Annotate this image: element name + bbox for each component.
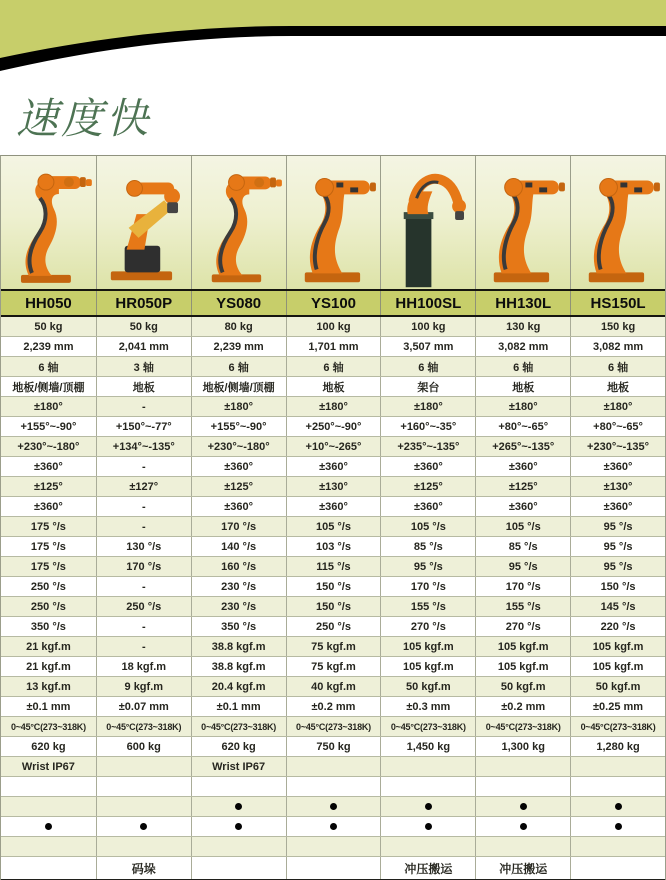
table-cell: 6 轴 — [286, 357, 381, 376]
table-cell: 9 kgf.m — [96, 677, 191, 696]
table-cell: ±360° — [34, 500, 63, 513]
table-cell — [1, 797, 96, 816]
table-cell: 21 kgf.m — [26, 640, 71, 653]
page-title: 速度快 — [16, 95, 152, 142]
table-cell: 3 轴 — [96, 357, 191, 376]
table-cell: 2,041 mm — [96, 337, 191, 356]
spec-data-rows — [1, 317, 665, 879]
table-cell — [286, 777, 381, 796]
table-cell — [96, 797, 191, 816]
table-cell: 地板/侧墙/顶棚 — [12, 381, 85, 394]
table-cell: 250 °/s — [96, 597, 191, 616]
feature-dot — [191, 797, 286, 816]
table-cell: 1,300 kg — [475, 737, 570, 756]
table-cell: - — [96, 457, 191, 476]
dot-icon — [520, 823, 527, 830]
table-cell: 620 kg — [31, 740, 66, 753]
model-header-ys080: YS080 — [191, 291, 286, 315]
table-cell: ±125° — [380, 477, 475, 496]
table-cell: 230 °/s — [191, 577, 286, 596]
table-cell: +235°~-135° — [380, 437, 475, 456]
table-cell: 220 °/s — [570, 617, 665, 636]
table-cell: 地板 — [570, 377, 665, 396]
table-cell: 105 °/s — [475, 517, 570, 536]
table-cell: 105 kgf.m — [380, 637, 475, 656]
table-cell: 50 kg — [96, 317, 191, 336]
table-cell: 13 kgf.m — [26, 680, 71, 693]
feature-dot — [286, 817, 381, 836]
table-cell: ±0.07 mm — [96, 697, 191, 716]
robot-image-row — [1, 156, 665, 289]
dot-icon — [425, 803, 432, 810]
table-cell: 600 kg — [96, 737, 191, 756]
table-cell: 6 轴 — [570, 357, 665, 376]
table-cell: +265°~-135° — [475, 437, 570, 456]
table-cell: ±125° — [191, 477, 286, 496]
dot-icon — [425, 823, 432, 830]
table-cell: 0~45°C(273~318K) — [96, 717, 191, 736]
spec-row — [1, 617, 665, 637]
table-cell: ±127° — [96, 477, 191, 496]
table-cell: 150 °/s — [286, 577, 381, 596]
robot-image-ys080 — [191, 156, 286, 289]
table-cell: 270 °/s — [475, 617, 570, 636]
table-cell: 1,450 kg — [380, 737, 475, 756]
table-cell: 105 kgf.m — [570, 637, 665, 656]
feature-dot — [96, 817, 191, 836]
table-cell: ±360° — [380, 457, 475, 476]
table-cell: 1,280 kg — [570, 737, 665, 756]
spec-row — [1, 757, 665, 777]
table-cell: ±0.2 mm — [286, 697, 381, 716]
table-cell: 0~45°C(273~318K) — [10, 721, 86, 732]
dot-icon — [45, 823, 52, 830]
table-cell: ±180° — [191, 397, 286, 416]
table-cell: ±125° — [475, 477, 570, 496]
table-cell: 95 °/s — [570, 557, 665, 576]
table-cell: ±130° — [570, 477, 665, 496]
table-cell: +150°~-77° — [96, 417, 191, 436]
table-cell: 2,239 mm — [23, 340, 74, 353]
table-cell: 码垛 — [96, 857, 191, 879]
table-cell: 130 kg — [475, 317, 570, 336]
table-cell: 95 °/s — [570, 537, 665, 556]
table-cell — [96, 777, 191, 796]
table-cell: 115 °/s — [286, 557, 381, 576]
table-cell: 地板 — [286, 377, 381, 396]
feature-dot — [191, 817, 286, 836]
table-cell: - — [96, 577, 191, 596]
application-label-row — [1, 857, 665, 879]
table-cell: 350 °/s — [191, 617, 286, 636]
table-cell: 冲压搬运 — [475, 857, 570, 879]
table-cell: 175 °/s — [30, 560, 66, 573]
table-cell: 80 kg — [191, 317, 286, 336]
table-cell: 6 轴 — [475, 357, 570, 376]
table-cell: 0~45°C(273~318K) — [475, 717, 570, 736]
dot-icon — [615, 823, 622, 830]
table-cell — [380, 837, 475, 856]
table-cell: ±180° — [570, 397, 665, 416]
robot-image-hr050p — [96, 156, 191, 289]
spec-row — [1, 477, 665, 497]
table-cell: ±360° — [380, 497, 475, 516]
table-cell: 地板/侧墙/顶棚 — [191, 377, 286, 396]
feature-dot — [380, 797, 475, 816]
table-cell: ±0.3 mm — [380, 697, 475, 716]
table-cell: - — [96, 617, 191, 636]
table-cell: Wrist IP67 — [191, 757, 286, 776]
table-cell: 85 °/s — [475, 537, 570, 556]
table-cell: 0~45°C(273~318K) — [286, 717, 381, 736]
feature-dot — [286, 797, 381, 816]
table-cell: ±130° — [286, 477, 381, 496]
robot-image-hh130l — [475, 156, 570, 289]
table-cell: 230 °/s — [191, 597, 286, 616]
table-cell — [475, 757, 570, 776]
spec-row — [1, 817, 665, 837]
spec-row — [1, 457, 665, 477]
table-cell: ±180° — [475, 397, 570, 416]
table-cell — [475, 777, 570, 796]
table-cell: 150 °/s — [570, 577, 665, 596]
table-cell — [286, 857, 381, 879]
table-cell — [570, 837, 665, 856]
model-header-hr050p: HR050P — [96, 291, 191, 315]
spec-row — [1, 637, 665, 657]
feature-dot — [1, 817, 96, 836]
table-cell: ±0.2 mm — [475, 697, 570, 716]
table-cell: 105 kgf.m — [380, 657, 475, 676]
table-cell: 50 kgf.m — [475, 677, 570, 696]
model-header-ys100: YS100 — [286, 291, 381, 315]
table-cell: +155°~-90° — [191, 417, 286, 436]
table-cell — [191, 837, 286, 856]
table-cell: ±360° — [191, 457, 286, 476]
table-cell: 150 °/s — [286, 597, 381, 616]
table-cell: 3,507 mm — [380, 337, 475, 356]
dot-icon — [330, 803, 337, 810]
robot-image-hh100sl — [380, 156, 475, 289]
table-cell: - — [96, 497, 191, 516]
table-cell: 50 kgf.m — [570, 677, 665, 696]
table-cell: - — [96, 397, 191, 416]
table-cell: 155 °/s — [475, 597, 570, 616]
table-cell: ±180° — [286, 397, 381, 416]
table-cell — [570, 777, 665, 796]
table-cell: 250 °/s — [30, 580, 66, 593]
table-cell: 50 kgf.m — [380, 677, 475, 696]
table-cell — [286, 757, 381, 776]
feature-dot — [475, 817, 570, 836]
table-cell: 170 °/s — [380, 577, 475, 596]
table-cell: 95 °/s — [380, 557, 475, 576]
robot-image-ys100 — [286, 156, 381, 289]
table-cell: +230°~-180° — [191, 437, 286, 456]
table-cell — [380, 777, 475, 796]
table-cell: ±360° — [570, 457, 665, 476]
dot-icon — [330, 823, 337, 830]
table-cell: +230°~-135° — [570, 437, 665, 456]
model-header-row — [1, 289, 665, 317]
dot-icon — [520, 803, 527, 810]
table-cell: ±0.1 mm — [26, 700, 71, 713]
table-cell: 0~45°C(273~318K) — [380, 717, 475, 736]
table-cell — [191, 777, 286, 796]
table-cell: 20.4 kgf.m — [191, 677, 286, 696]
banner — [0, 0, 666, 155]
spec-row — [1, 517, 665, 537]
model-header-hh100sl: HH100SL — [380, 291, 475, 315]
table-cell: 103 °/s — [286, 537, 381, 556]
robot-image-hh050 — [1, 156, 96, 289]
table-cell — [286, 837, 381, 856]
spec-row — [1, 717, 665, 737]
table-cell: 0~45°C(273~318K) — [191, 717, 286, 736]
table-cell — [570, 757, 665, 776]
table-cell: ±180° — [34, 400, 63, 413]
table-cell: 6 轴 — [380, 357, 475, 376]
spec-row — [1, 557, 665, 577]
model-header-hs150l: HS150L — [570, 291, 665, 315]
table-cell: ±360° — [570, 497, 665, 516]
table-cell: 95 °/s — [570, 517, 665, 536]
table-cell: - — [96, 517, 191, 536]
table-cell: 250 °/s — [286, 617, 381, 636]
table-cell: 620 kg — [191, 737, 286, 756]
robot-image-hs150l — [570, 156, 665, 289]
spec-row — [1, 657, 665, 677]
table-cell: ±360° — [286, 457, 381, 476]
spec-row — [1, 497, 665, 517]
table-cell — [96, 757, 191, 776]
table-cell: 170 °/s — [475, 577, 570, 596]
table-cell: 85 °/s — [380, 537, 475, 556]
table-cell: +80°~-65° — [570, 417, 665, 436]
spec-row — [1, 317, 665, 337]
table-cell — [1, 777, 96, 796]
table-cell: 50 kg — [34, 320, 63, 333]
table-cell: 145 °/s — [570, 597, 665, 616]
table-cell: ±125° — [34, 480, 63, 493]
table-cell: 地板 — [96, 377, 191, 396]
table-cell: 冲压搬运 — [380, 857, 475, 879]
table-cell: 150 kg — [570, 317, 665, 336]
table-cell: 160 °/s — [191, 557, 286, 576]
table-cell: +10°~-265° — [286, 437, 381, 456]
table-cell: +250°~-90° — [286, 417, 381, 436]
table-cell: 6 轴 — [38, 361, 59, 374]
table-cell: ±360° — [286, 497, 381, 516]
spec-row — [1, 777, 665, 797]
table-cell: +134°~-135° — [96, 437, 191, 456]
table-cell: 0~45°C(273~318K) — [570, 717, 665, 736]
table-cell: 3,082 mm — [475, 337, 570, 356]
spec-row — [1, 737, 665, 757]
table-cell: 40 kgf.m — [286, 677, 381, 696]
table-cell: ±360° — [34, 460, 63, 473]
table-cell: 105 kgf.m — [570, 657, 665, 676]
table-cell: 18 kgf.m — [96, 657, 191, 676]
spec-row — [1, 437, 665, 457]
table-cell: 170 °/s — [191, 517, 286, 536]
table-cell: 155 °/s — [380, 597, 475, 616]
table-cell: 170 °/s — [96, 557, 191, 576]
table-cell: 175 °/s — [30, 540, 66, 553]
table-cell: 75 kgf.m — [286, 637, 381, 656]
table-cell — [96, 837, 191, 856]
table-cell: 175 °/s — [30, 520, 66, 533]
table-cell: ±360° — [475, 457, 570, 476]
table-cell — [1, 837, 96, 856]
table-cell: 100 kg — [286, 317, 381, 336]
dot-icon — [235, 823, 242, 830]
table-cell: ±0.25 mm — [570, 697, 665, 716]
table-cell: +160°~-35° — [380, 417, 475, 436]
table-cell: - — [96, 637, 191, 656]
table-cell: 架台 — [380, 377, 475, 396]
dot-icon — [615, 803, 622, 810]
table-cell: 100 kg — [380, 317, 475, 336]
table-cell: ±180° — [380, 397, 475, 416]
table-cell: 105 kgf.m — [475, 637, 570, 656]
table-cell: 3,082 mm — [570, 337, 665, 356]
table-cell: +80°~-65° — [475, 417, 570, 436]
feature-dot — [570, 797, 665, 816]
spec-row — [1, 597, 665, 617]
dot-icon — [140, 823, 147, 830]
spec-row — [1, 677, 665, 697]
table-cell: ±360° — [191, 497, 286, 516]
model-header-hh130l: HH130L — [475, 291, 570, 315]
table-cell: ±0.1 mm — [191, 697, 286, 716]
table-cell: 130 °/s — [96, 537, 191, 556]
table-cell: 75 kgf.m — [286, 657, 381, 676]
spec-row — [1, 537, 665, 557]
table-cell: 140 °/s — [191, 537, 286, 556]
table-cell: ±360° — [475, 497, 570, 516]
spec-row — [1, 577, 665, 597]
spec-row — [1, 417, 665, 437]
table-cell: 105 °/s — [380, 517, 475, 536]
table-cell: 38.8 kgf.m — [191, 657, 286, 676]
table-cell — [570, 857, 665, 879]
table-cell: 21 kgf.m — [26, 660, 71, 673]
spec-row — [1, 337, 665, 357]
feature-dot — [475, 797, 570, 816]
table-cell: 105 °/s — [286, 517, 381, 536]
table-cell: 105 kgf.m — [475, 657, 570, 676]
table-cell: 2,239 mm — [191, 337, 286, 356]
table-cell: Wrist IP67 — [21, 760, 75, 773]
spec-row — [1, 837, 665, 857]
table-cell: 6 轴 — [191, 357, 286, 376]
feature-dot — [570, 817, 665, 836]
table-cell: 350 °/s — [30, 620, 66, 633]
table-cell: 95 °/s — [475, 557, 570, 576]
table-cell: 1,701 mm — [286, 337, 381, 356]
table-cell: 38.8 kgf.m — [191, 637, 286, 656]
table-cell — [380, 757, 475, 776]
table-cell — [191, 857, 286, 879]
table-cell: 250 °/s — [30, 600, 66, 613]
table-cell — [475, 837, 570, 856]
table-cell — [1, 857, 96, 879]
spec-row — [1, 377, 665, 397]
table-cell: +155°~-90° — [20, 420, 77, 433]
feature-dot — [380, 817, 475, 836]
spec-row — [1, 697, 665, 717]
table-cell: +230°~-180° — [17, 440, 80, 453]
spec-row — [1, 397, 665, 417]
table-cell: 750 kg — [286, 737, 381, 756]
model-header-hh050: HH050 — [25, 294, 72, 312]
spec-row — [1, 797, 665, 817]
table-cell: 地板 — [475, 377, 570, 396]
table-cell: 270 °/s — [380, 617, 475, 636]
spec-row — [1, 357, 665, 377]
dot-icon — [235, 803, 242, 810]
spec-table — [0, 155, 666, 880]
